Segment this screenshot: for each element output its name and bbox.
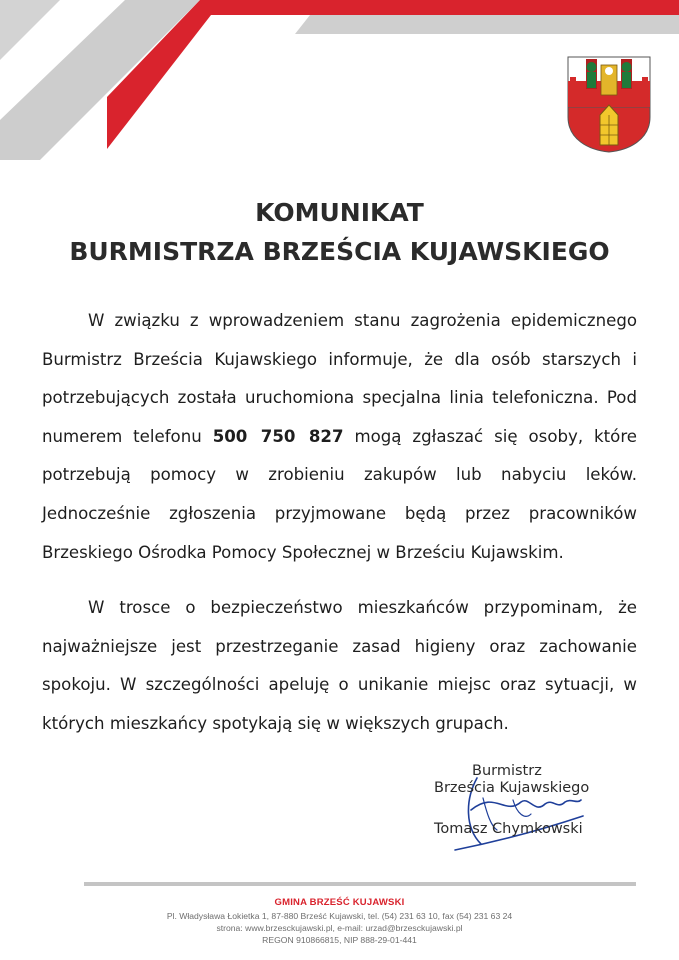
footer-registry: REGON 910866815, NIP 888-29-01-441 <box>262 935 417 945</box>
signatory-office: Brześcia Kujawskiego <box>434 780 590 796</box>
paragraph-1-text-start: W związku z wprowadzeniem stanu zagrożenia epidemicznego Burmistrz Brześcia Kujawskiego informuje, że dla osób starszych i potrzebujących została uruchomiona specjalna linia telefoniczna. Pod numerem telefonu <box>42 311 637 446</box>
document-title: KOMUNIKAT <box>255 198 424 227</box>
signatory-name: Tomasz Chymkowski <box>434 821 583 837</box>
footer-divider <box>84 882 636 886</box>
footer-address: Pl. Władysława Łokietka 1, 87-880 Brześć Kujawski, tel. (54) 231 63 10, fax (54) 231 63 24 <box>166 911 513 921</box>
signatory-title: Burmistrz <box>472 763 542 779</box>
paragraph-1-text-end: mogą zgłaszać się osoby, które potrzebują pomocy w zrobieniu zakupów lub nabyciu leków. Jednocześnie zgłoszenia przyjmowane będą przez pracowników Brzeskiego Ośrodka Pomocy Społecznej w Brześciu Kujawskim. <box>42 426 637 562</box>
gray-corner-stripe <box>0 0 60 60</box>
coat-of-arms-emblem <box>566 55 652 153</box>
announcement-paragraph-1 <box>42 302 637 572</box>
hotline-phone-number: 500 750 827 <box>212 426 344 446</box>
footer-organization: GMINA BRZEŚĆ KUJAWSKI <box>274 897 405 908</box>
footer-contact: strona: www.brzesckujawski.pl, e-mail: urzad@brzesckujawski.pl <box>216 923 463 933</box>
gray-horizontal-stripe <box>295 15 679 34</box>
document-subtitle: BURMISTRZA BRZEŚCIA KUJAWSKIEGO <box>69 237 610 266</box>
announcement-paragraph-2: W trosce o bezpieczeństwo mieszkańców przypominam, że najważniejsze jest przestrzeganie zasad higieny oraz zachowanie spokoju. W szczególności apeluję o unikanie miejsc oraz sytuacji, w których mieszkańcy spotykają się w większych grupach. <box>42 598 637 733</box>
